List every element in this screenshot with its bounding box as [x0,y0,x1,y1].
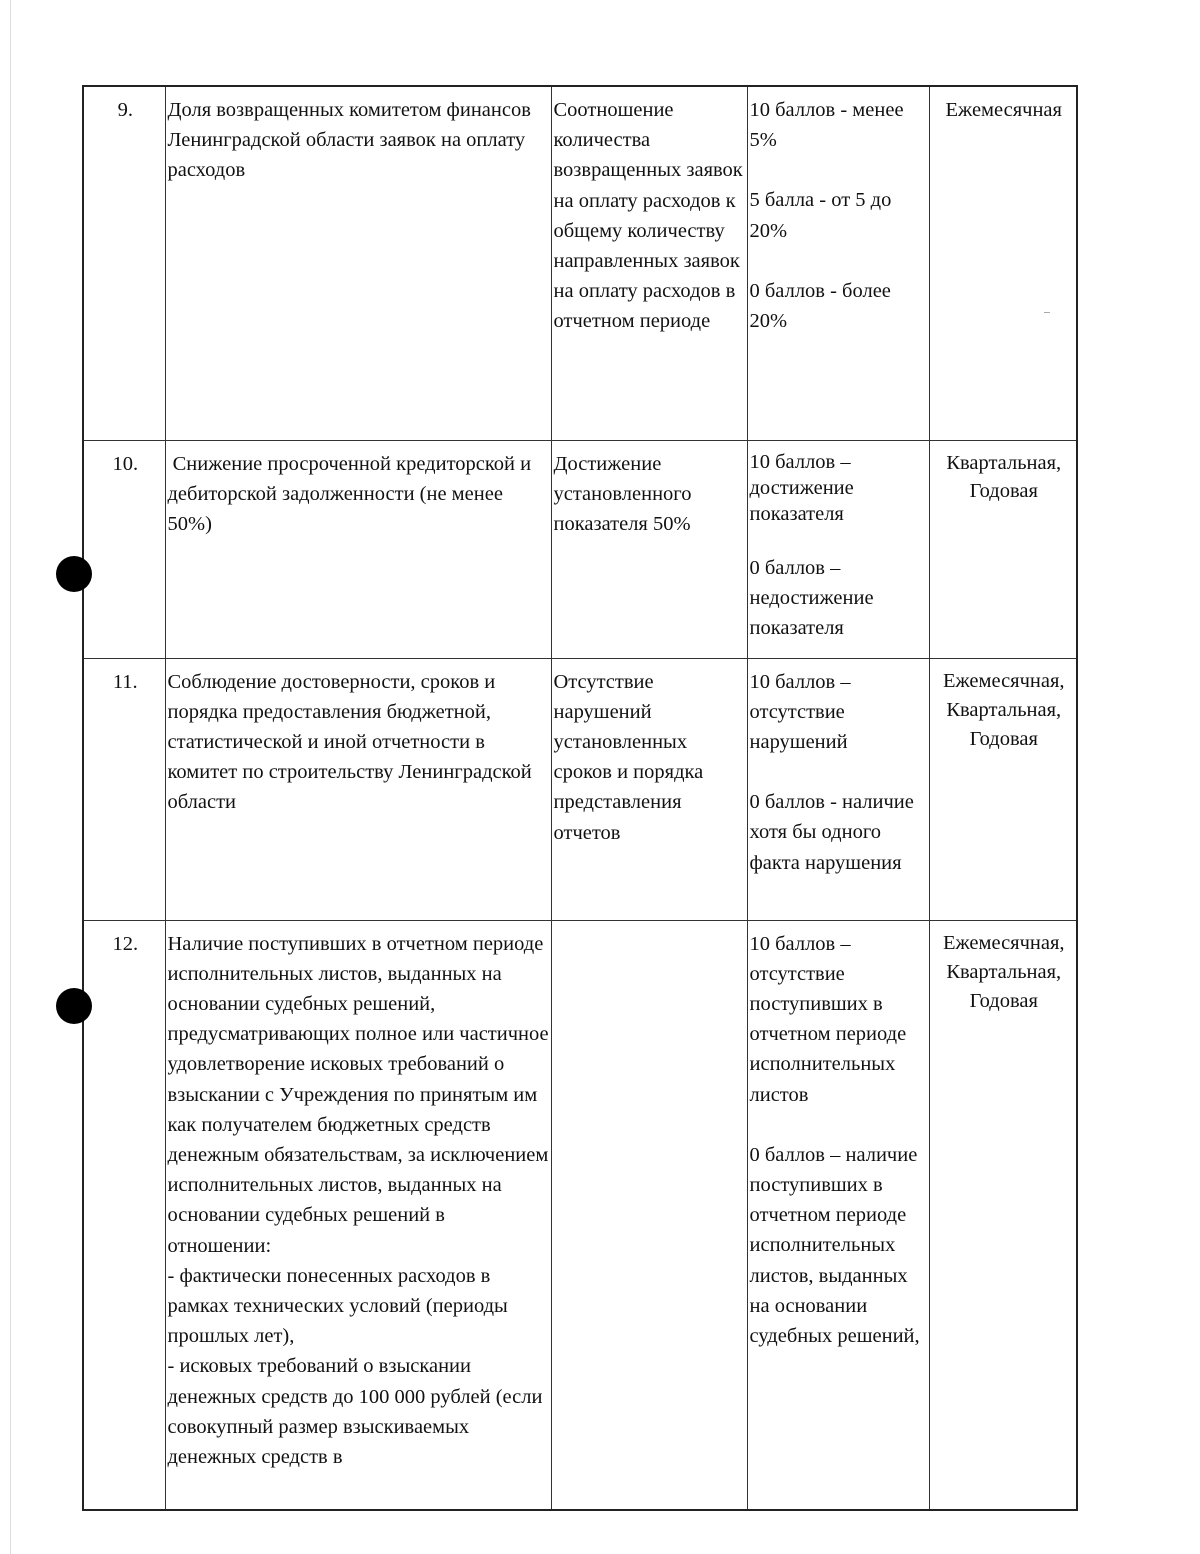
criteria-item: 10 баллов – отсутствие поступивших в отчетном периоде исполнительных листов [749,932,907,1106]
indicator-cell: Снижение просроченной кредиторской и дебиторской задолженности (не менее 50%) [165,440,551,658]
criteria-item: 10 баллов – отсутствие нарушений [749,670,851,753]
criteria-item: 0 баллов - наличие хотя бы одного факта нарушения [749,791,914,874]
criteria-cell [747,86,929,440]
table-row [83,920,1077,1510]
method-cell: Соотношение количества возвращенных заявок на оплату расходов к общему количеству направленных заявок на оплату расходов в отчетном периоде [551,86,747,440]
scan-edge [10,0,11,1554]
method-cell: Достижение установленного показателя 50% [551,440,747,658]
row-number: 9. [83,86,165,440]
scan-speck [1044,312,1050,313]
method-cell: Отсутствие нарушений установленных сроков и порядка представления отчетов [551,658,747,920]
periodicity-cell: Ежемесячная, Квартальная, Годовая [929,920,1077,1510]
table-row [83,440,1077,658]
criteria-item: 0 баллов – недостижение показателя [749,556,874,639]
row-number: 10. [83,440,165,658]
indicator-cell: Соблюдение достоверности, сроков и порядка предоставления бюджетной, статистической и иной отчетности в комитет по строительству Ленинградской области [165,658,551,920]
criteria-cell [747,920,929,1510]
criteria-cell [747,440,929,658]
punch-hole-icon [56,988,92,1024]
method-cell [551,920,747,1510]
periodicity-cell: Квартальная, Годовая [929,440,1077,658]
indicator-text: Наличие поступивших в отчетном периоде исполнительных листов, выданных на основании судебных решений, предусматривающих полное или частичное удовлетворение исковых требований о взыскании с Учреждения по принятым им как получателем бюджетных средств денежным обязательствам, за исключением исполнительных листов, выданных на основании судебных решений в отношении: - фактически понесенных расходов в рамках технических условий (периоды прошлых лет), - исковых требований о взыскании денежных средств до 100 000 рублей (если совокупный размер взыскиваемых денежных средств в [167,932,549,1468]
periodicity-cell: Ежемесячная, Квартальная, Годовая [929,658,1077,920]
criteria-item: 10 баллов – достижение показателя [749,450,854,525]
row-number: 12. [83,920,165,1510]
criteria-item: 5 балла - от 5 до 20% [749,189,892,242]
criteria-cell [747,658,929,920]
criteria-item: 0 баллов - более 20% [749,279,891,333]
criteria-item: 10 баллов - менее 5% [749,99,904,152]
punch-hole-icon [56,556,92,592]
indicator-cell: Доля возвращенных комитетом финансов Ленинградской области заявок на оплату расходов [165,86,551,440]
table-row [83,86,1077,440]
periodicity-cell: Ежемесячная [929,86,1077,440]
table-row [83,658,1077,920]
criteria-table [82,85,1078,1511]
indicator-cell [165,920,551,1510]
criteria-item: 0 баллов – наличие поступивших в отчетном периоде исполнительных листов, выданных на основании судебных решений, [749,1143,920,1347]
row-number: 11. [83,658,165,920]
